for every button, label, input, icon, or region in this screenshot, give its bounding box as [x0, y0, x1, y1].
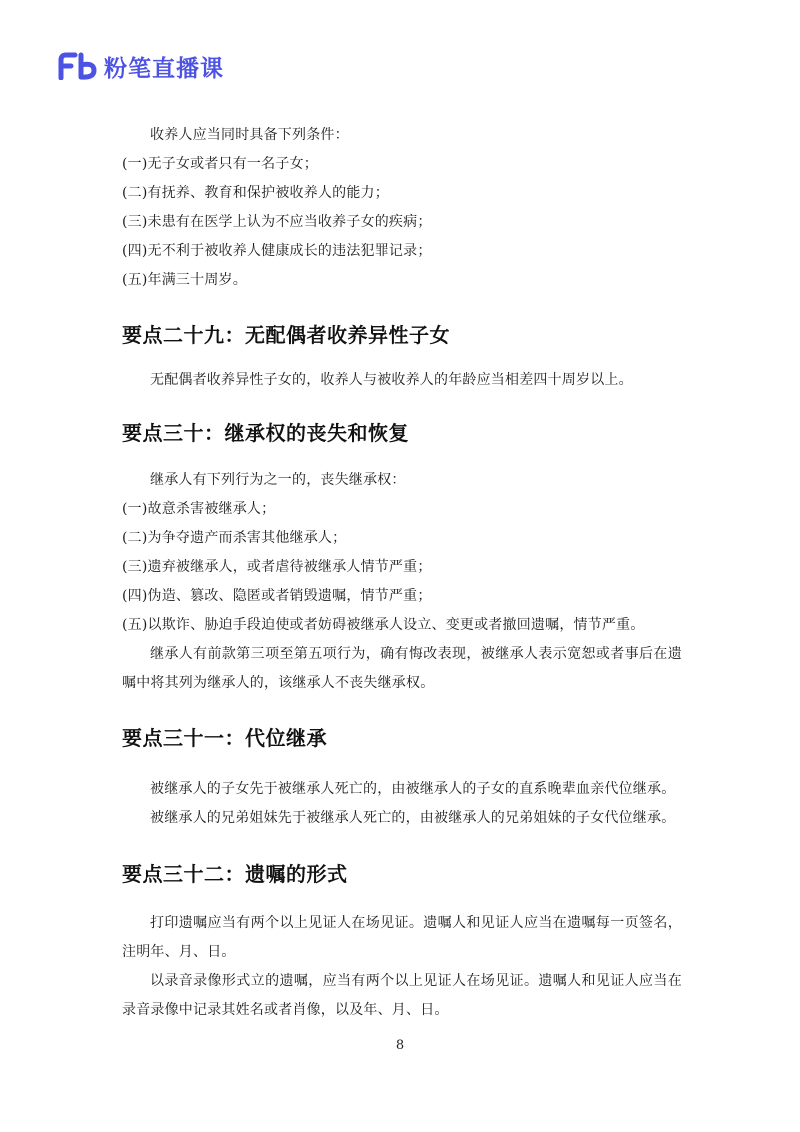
section-paragraph: 以录音录像形式立的遗嘱，应当有两个以上见证人在场见证。遗嘱人和见证人应当在录音录像中记录其姓名或者肖像，以及年、月、日。: [122, 973, 682, 1018]
section-heading: 要点二十九：无配偶者收养异性子女: [122, 323, 450, 347]
section-paragraph: 被继承人的兄弟姐妹先于被继承人死亡的，由被继承人的兄弟姐妹的子女代位继承。: [150, 810, 676, 826]
intro-item: (二)有抚养、教育和保护被收养人的能力；: [122, 185, 389, 201]
fenbi-fb-logo-icon: [58, 52, 98, 80]
section-heading: 要点三十一：代位继承: [122, 726, 327, 750]
section-list-item: (五)以欺诈、胁迫手段迫使或者妨碍被继承人设立、变更或者撤回遗嘱，情节严重。: [122, 617, 645, 633]
section-paragraph: 无配偶者收养异性子女的，收养人与被收养人的年龄应当相差四十周岁以上。: [150, 372, 633, 388]
intro-lead: 收养人应当同时具备下列条件：: [150, 127, 349, 143]
page-number: 8: [395, 1038, 405, 1053]
section-list-item: (四)伪造、篡改、隐匿或者销毁遗嘱，情节严重；: [122, 588, 432, 604]
section-paragraph: 被继承人的子女先于被继承人死亡的，由被继承人的子女的直系晚辈血亲代位继承。: [150, 781, 676, 797]
section-list-item: (二)为争夺遗产而杀害其他继承人；: [122, 530, 347, 546]
section-heading: 要点三十：继承权的丧失和恢复: [122, 421, 409, 445]
intro-item: (一)无子女或者只有一名子女；: [122, 156, 318, 172]
document-body: [122, 121, 682, 1025]
logo-text: 粉笔直播课: [104, 55, 224, 82]
section-list-item: (一)故意杀害被继承人；: [122, 501, 276, 517]
section-paragraph: 打印遗嘱应当有两个以上见证人在场见证。遗嘱人和见证人应当在遗嘱每一页签名，注明年、月、日。: [122, 915, 682, 960]
section-heading: 要点三十二：遗嘱的形式: [122, 862, 348, 886]
section-lead: 继承人有下列行为之一的，丧失继承权：: [150, 472, 406, 488]
section-paragraph: 继承人有前款第三项至第五项行为，确有悔改表现，被继承人表示宽恕或者事后在遗嘱中将其列为继承人的，该继承人不丧失继承权。: [122, 646, 682, 691]
intro-item: (三)未患有在医学上认为不应当收养子女的疾病；: [122, 214, 432, 230]
intro-item: (五)年满三十周岁。: [122, 272, 247, 288]
section-list-item: (三)遗弃被继承人，或者虐待被继承人情节严重；: [122, 559, 432, 575]
brand-logo: [58, 50, 224, 82]
intro-item: (四)无不利于被收养人健康成长的违法犯罪记录；: [122, 243, 432, 259]
